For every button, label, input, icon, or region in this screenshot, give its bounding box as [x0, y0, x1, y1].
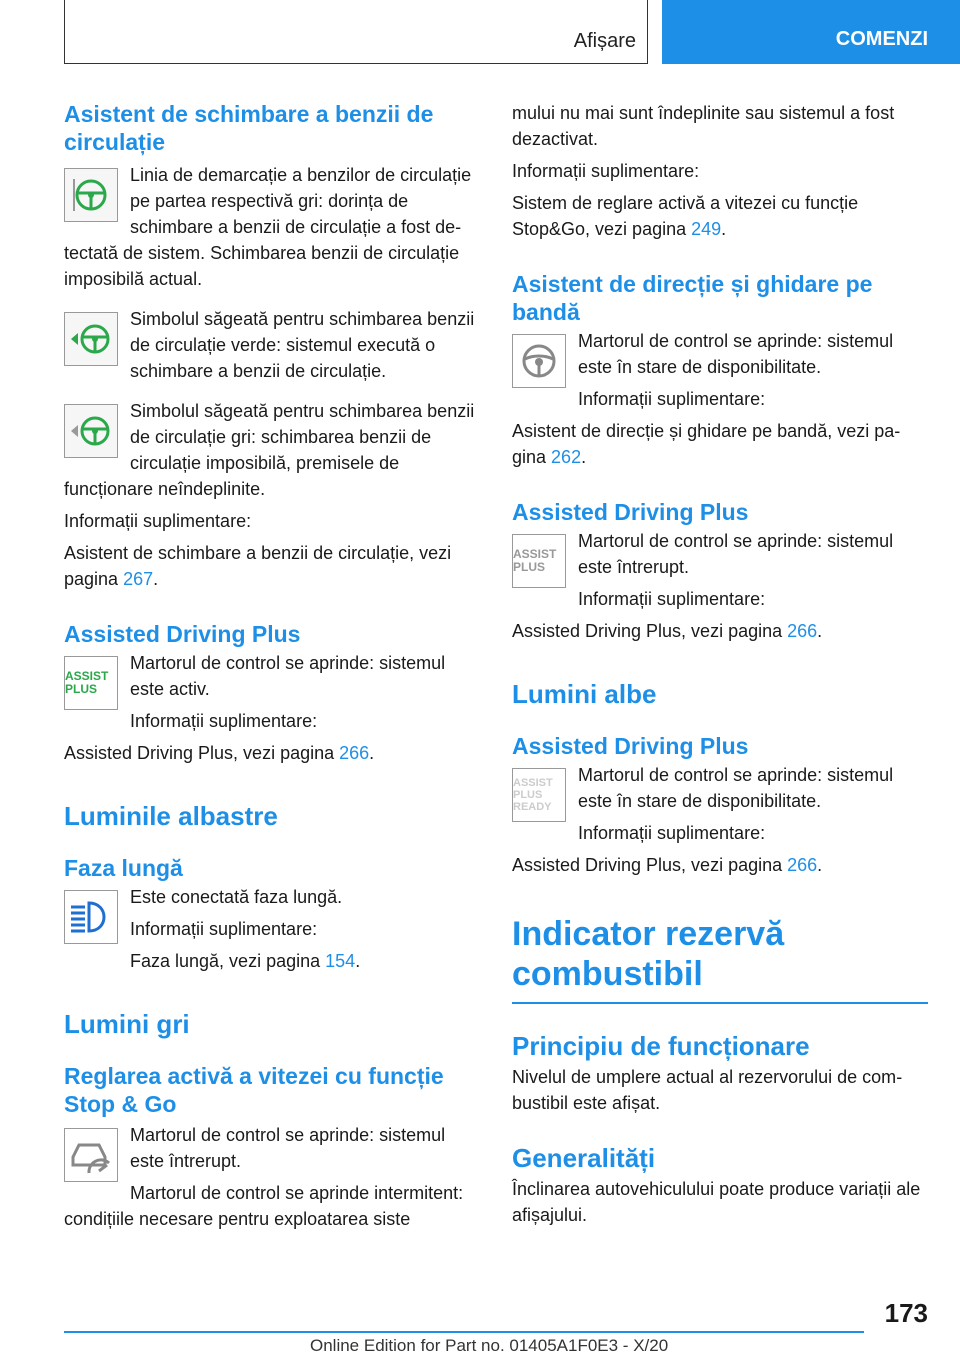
lane-change-title: Asistent de schimbare a benzii de circulație	[64, 101, 434, 155]
acc-p2: Martorul de control se aprinde intermitent: condițiile necesare pentru exploatarea siste	[64, 1183, 464, 1229]
steering-assist-title: Asistent de direcție și ghidare pe bandă	[512, 271, 873, 325]
steering-p1: Martorul de control se aprinde: sistemul este în stare de disponibilitate.	[578, 331, 894, 377]
lane-change-p3: Simbolul săgeată pentru schimbarea benzii de circulație gri: schimbarea benzii de circulație imposibilă, premisele de funcționare neîndeplinite.	[64, 401, 475, 499]
footer-edition: Online Edition for Part no. 01405A1F0E3 - X/20	[310, 1336, 669, 1355]
page-link-266[interactable]: 266	[339, 743, 370, 763]
page-link-249[interactable]: 249	[691, 219, 722, 239]
general-p1: Înclinarea autovehiculului poate produce variații ale afișajului.	[512, 1179, 921, 1225]
steering-ref: Asistent de direcție și ghidare pe bandă, vezi pagina 262.	[512, 421, 901, 467]
steering-wheel-arrow-green-icon	[64, 312, 118, 366]
gray-lights-title: Lumini gri	[64, 1009, 190, 1039]
principle-title: Principiu de funcționare	[512, 1031, 810, 1061]
high-beam-info: Informații suplimentare:	[130, 919, 318, 939]
principle-p1: Nivelul de umplere actual al rezervorului de combustibil este afișat.	[512, 1067, 903, 1113]
steering-wheel-icon	[64, 168, 118, 222]
assisted-white-ref: Assisted Driving Plus, vezi pagina 266.	[512, 855, 823, 875]
lane-change-ref: Asistent de schimbare a benzii de circulație, vezi pagina 267.	[64, 543, 452, 589]
assisted-gray-info: Informații suplimentare:	[578, 589, 766, 609]
right-column	[512, 100, 928, 1228]
page-link-267[interactable]: 267	[123, 569, 154, 589]
left-column	[64, 100, 476, 1232]
assisted-white-title: Assisted Driving Plus	[512, 733, 749, 759]
page-link-266b[interactable]: 266	[787, 621, 818, 641]
high-beam-icon	[64, 890, 118, 944]
white-lights-title: Lumini albe	[512, 679, 657, 709]
high-beam-p1: Este conectată faza lungă.	[130, 887, 343, 907]
lane-change-p1: Linia de demarcație a benzilor de circulație pe partea respectivă gri: dorința de schimbare a benzii de circulație a fost detectată de sistem. Schimbarea benzii de circulație imposibilă actual.	[64, 165, 472, 289]
steering-wheel-gray-icon	[512, 334, 566, 388]
assisted-plus-p1: Martorul de control se aprinde: sistemul este activ.	[130, 653, 446, 699]
assisted-white-info: Informații suplimentare:	[578, 823, 766, 843]
assisted-plus-ref: Assisted Driving Plus, vezi pagina 266.	[64, 743, 375, 763]
acc-ref: Sistem de reglare activă a vitezei cu funcție Stop&Go, vezi pagina 249.	[512, 193, 859, 239]
fuel-reserve-title: Indicator rezervă combustibil	[512, 914, 928, 1004]
page-link-262[interactable]: 262	[551, 447, 582, 467]
footer-rule	[64, 1331, 864, 1333]
lane-change-p2: Simbolul săgeată pentru schimbarea benzii de circulație verde: sistemul execută o schimbare a benzii de circulație.	[130, 309, 475, 381]
assisted-white-p1: Martorul de control se aprinde: sistemul este în stare de disponibilitate.	[578, 765, 894, 811]
assisted-plus-info: Informații suplimentare:	[130, 711, 318, 731]
page-link-266c[interactable]: 266	[787, 855, 818, 875]
high-beam-title: Faza lungă	[64, 855, 183, 881]
assist-plus-gray-icon: ASSIST PLUS	[512, 534, 566, 588]
steering-info: Informații suplimentare:	[578, 389, 766, 409]
assisted-gray-ref: Assisted Driving Plus, vezi pagina 266.	[512, 621, 823, 641]
lane-change-info: Informații suplimentare:	[64, 511, 252, 531]
header-tab-comenzi[interactable]: COMENZI	[662, 0, 960, 64]
page-link-154[interactable]: 154	[325, 951, 356, 971]
acc-car-gauge-icon	[64, 1128, 118, 1182]
acc-info: Informații suplimentare:	[512, 161, 700, 181]
assist-plus-green-icon: ASSIST PLUS	[64, 656, 118, 710]
steering-wheel-arrow-gray-icon	[64, 404, 118, 458]
general-title: Generalități	[512, 1143, 656, 1173]
assisted-plus-title: Assisted Driving Plus	[64, 621, 301, 647]
acc-p1: Martorul de control se aprinde: sistemul este întrerupt.	[130, 1125, 446, 1171]
acc-title: Reglarea activă a vitezei cu funcție Stop & Go	[64, 1063, 444, 1117]
page-number: 173	[884, 1298, 928, 1328]
blue-lights-title: Luminile albastre	[64, 801, 278, 831]
header-box	[64, 0, 648, 64]
high-beam-ref: Faza lungă, vezi pagina 154.	[130, 951, 361, 971]
assisted-gray-p1: Martorul de control se aprinde: sistemul este întrerupt.	[578, 531, 894, 577]
header-section-title: Afișare	[573, 30, 636, 52]
assisted-gray-title: Assisted Driving Plus	[512, 499, 749, 525]
assist-plus-ready-icon: ASSIST PLUS READY	[512, 768, 566, 822]
acc-continued: mului nu mai sunt îndeplinite sau sistemul a fost dezactivat.	[512, 103, 895, 149]
